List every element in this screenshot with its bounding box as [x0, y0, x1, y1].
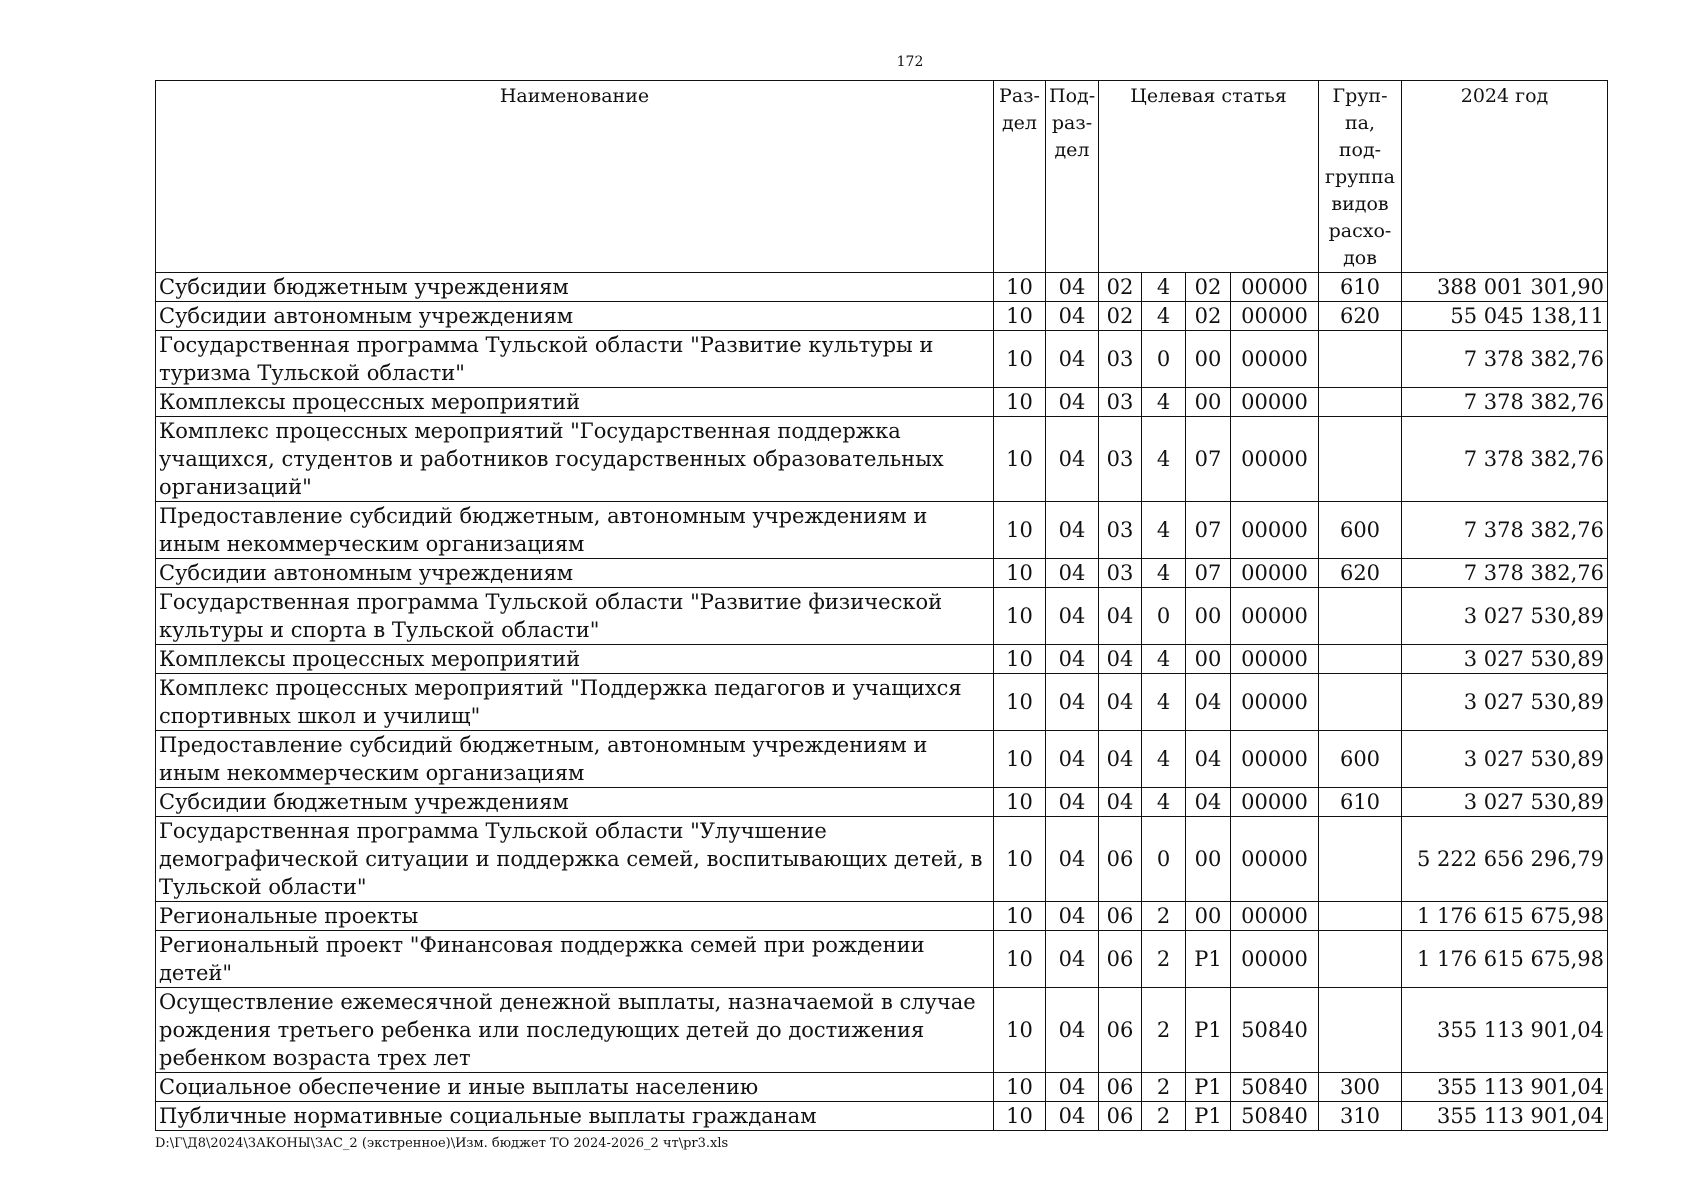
podrazdel-cell: 04 — [1046, 1102, 1099, 1131]
amount-cell: 1 176 615 675,98 — [1402, 902, 1608, 931]
expense-group-cell — [1319, 931, 1402, 988]
expense-group-cell: 310 — [1319, 1102, 1402, 1131]
target-program-cell: 06 — [1099, 1073, 1142, 1102]
name-cell: Субсидии автономным учреждениям — [156, 559, 994, 588]
target-type-cell: 4 — [1142, 273, 1186, 302]
razdel-cell: 10 — [994, 645, 1046, 674]
table-row — [156, 674, 1608, 731]
amount-cell: 7 378 382,76 — [1402, 502, 1608, 559]
amount-cell: 55 045 138,11 — [1402, 302, 1608, 331]
name-cell: Региональные проекты — [156, 902, 994, 931]
target-item-cell: 00 — [1186, 817, 1231, 902]
target-type-cell: 4 — [1142, 388, 1186, 417]
amount-cell: 3 027 530,89 — [1402, 731, 1608, 788]
header-gruppa-vidov-raskhodov: Груп- па, под- группа видов расхо- дов — [1319, 81, 1402, 273]
target-program-cell: 04 — [1099, 731, 1142, 788]
target-direction-cell: 50840 — [1231, 1073, 1319, 1102]
amount-cell: 355 113 901,04 — [1402, 1102, 1608, 1131]
target-type-cell: 2 — [1142, 1102, 1186, 1131]
razdel-cell: 10 — [994, 302, 1046, 331]
target-item-cell: 02 — [1186, 273, 1231, 302]
razdel-cell: 10 — [994, 988, 1046, 1073]
target-type-cell: 4 — [1142, 731, 1186, 788]
target-type-cell: 4 — [1142, 559, 1186, 588]
razdel-cell: 10 — [994, 588, 1046, 645]
target-program-cell: 06 — [1099, 988, 1142, 1073]
target-item-cell: 07 — [1186, 559, 1231, 588]
name-cell: Осуществление ежемесячной денежной выплаты, назначаемой в случае рождения третьего ребенка или последующих детей до достижения ребенком возраста трех лет — [156, 988, 994, 1073]
table-row — [156, 417, 1608, 502]
target-direction-cell: 50840 — [1231, 1102, 1319, 1131]
target-program-cell: 04 — [1099, 645, 1142, 674]
table-row — [156, 559, 1608, 588]
expense-group-cell — [1319, 988, 1402, 1073]
amount-cell: 7 378 382,76 — [1402, 417, 1608, 502]
podrazdel-cell: 04 — [1046, 931, 1099, 988]
table-row — [156, 645, 1608, 674]
amount-cell: 7 378 382,76 — [1402, 559, 1608, 588]
target-item-cell: 00 — [1186, 645, 1231, 674]
expense-group-cell: 300 — [1319, 1073, 1402, 1102]
table-row — [156, 988, 1608, 1073]
razdel-cell: 10 — [994, 559, 1046, 588]
name-cell: Публичные нормативные социальные выплаты гражданам — [156, 1102, 994, 1131]
razdel-cell: 10 — [994, 1102, 1046, 1131]
header-podrazdel: Под- раз- дел — [1046, 81, 1099, 273]
table-row — [156, 731, 1608, 788]
podrazdel-cell: 04 — [1046, 1073, 1099, 1102]
target-program-cell: 06 — [1099, 817, 1142, 902]
razdel-cell: 10 — [994, 902, 1046, 931]
podrazdel-cell: 04 — [1046, 817, 1099, 902]
header-name: Наименование — [156, 81, 994, 273]
target-program-cell: 04 — [1099, 788, 1142, 817]
target-type-cell: 4 — [1142, 417, 1186, 502]
target-program-cell: 03 — [1099, 559, 1142, 588]
header-year: 2024 год — [1402, 81, 1608, 273]
target-direction-cell: 50840 — [1231, 988, 1319, 1073]
expense-group-cell — [1319, 417, 1402, 502]
name-cell: Субсидии бюджетным учреждениям — [156, 273, 994, 302]
target-direction-cell: 00000 — [1231, 502, 1319, 559]
name-cell: Комплекс процессных мероприятий "Государственная поддержка учащихся, студентов и работников государственных образовательных организаций" — [156, 417, 994, 502]
target-item-cell: 04 — [1186, 788, 1231, 817]
target-item-cell: 02 — [1186, 302, 1231, 331]
amount-cell: 3 027 530,89 — [1402, 588, 1608, 645]
table-row — [156, 817, 1608, 902]
razdel-cell: 10 — [994, 1073, 1046, 1102]
table-row — [156, 502, 1608, 559]
expense-group-cell: 600 — [1319, 731, 1402, 788]
table-row — [156, 788, 1608, 817]
target-program-cell: 03 — [1099, 502, 1142, 559]
target-direction-cell: 00000 — [1231, 273, 1319, 302]
name-cell: Комплекс процессных мероприятий "Поддержка педагогов и учащихся спортивных школ и училищ" — [156, 674, 994, 731]
target-type-cell: 2 — [1142, 931, 1186, 988]
table-row — [156, 302, 1608, 331]
table-header-row — [156, 81, 1608, 273]
target-type-cell: 2 — [1142, 988, 1186, 1073]
podrazdel-cell: 04 — [1046, 417, 1099, 502]
target-direction-cell: 00000 — [1231, 588, 1319, 645]
target-direction-cell: 00000 — [1231, 388, 1319, 417]
expense-group-cell: 620 — [1319, 559, 1402, 588]
target-item-cell: P1 — [1186, 1102, 1231, 1131]
expense-group-cell — [1319, 817, 1402, 902]
target-type-cell: 4 — [1142, 502, 1186, 559]
target-program-cell: 03 — [1099, 331, 1142, 388]
target-type-cell: 0 — [1142, 817, 1186, 902]
amount-cell: 7 378 382,76 — [1402, 388, 1608, 417]
podrazdel-cell: 04 — [1046, 302, 1099, 331]
razdel-cell: 10 — [994, 502, 1046, 559]
name-cell: Субсидии бюджетным учреждениям — [156, 788, 994, 817]
name-cell: Государственная программа Тульской области "Развитие культуры и туризма Тульской области" — [156, 331, 994, 388]
podrazdel-cell: 04 — [1046, 902, 1099, 931]
name-cell: Предоставление субсидий бюджетным, автономным учреждениям и иным некоммерческим организациям — [156, 502, 994, 559]
podrazdel-cell: 04 — [1046, 674, 1099, 731]
table-body — [156, 273, 1608, 1131]
razdel-cell: 10 — [994, 273, 1046, 302]
table-row — [156, 588, 1608, 645]
target-item-cell: 00 — [1186, 902, 1231, 931]
target-direction-cell: 00000 — [1231, 302, 1319, 331]
expense-group-cell — [1319, 645, 1402, 674]
table-row — [156, 902, 1608, 931]
target-program-cell: 04 — [1099, 674, 1142, 731]
amount-cell: 7 378 382,76 — [1402, 331, 1608, 388]
podrazdel-cell: 04 — [1046, 645, 1099, 674]
podrazdel-cell: 04 — [1046, 988, 1099, 1073]
target-direction-cell: 00000 — [1231, 902, 1319, 931]
target-item-cell: P1 — [1186, 988, 1231, 1073]
razdel-cell: 10 — [994, 674, 1046, 731]
target-item-cell: 00 — [1186, 331, 1231, 388]
amount-cell: 3 027 530,89 — [1402, 674, 1608, 731]
target-type-cell: 2 — [1142, 1073, 1186, 1102]
name-cell: Предоставление субсидий бюджетным, автономным учреждениям и иным некоммерческим организациям — [156, 731, 994, 788]
target-program-cell: 06 — [1099, 931, 1142, 988]
target-type-cell: 4 — [1142, 302, 1186, 331]
table-row — [156, 1102, 1608, 1131]
expense-group-cell — [1319, 902, 1402, 931]
table-row — [156, 388, 1608, 417]
name-cell: Социальное обеспечение и иные выплаты населению — [156, 1073, 994, 1102]
razdel-cell: 10 — [994, 788, 1046, 817]
expense-group-cell — [1319, 588, 1402, 645]
target-direction-cell: 00000 — [1231, 559, 1319, 588]
target-program-cell: 02 — [1099, 273, 1142, 302]
name-cell: Государственная программа Тульской области "Улучшение демографической ситуации и поддержка семей, воспитывающих детей, в Тульской области" — [156, 817, 994, 902]
table-row — [156, 331, 1608, 388]
footer-file-path: D:\Г\Д8\2024\ЗАКОНЫ\ЗАС_2 (экстренное)\Изм. бюджет ТО 2024-2026_2 чт\pr3.xls — [155, 1136, 729, 1151]
target-item-cell: P1 — [1186, 1073, 1231, 1102]
target-program-cell: 02 — [1099, 302, 1142, 331]
razdel-cell: 10 — [994, 731, 1046, 788]
podrazdel-cell: 04 — [1046, 502, 1099, 559]
target-direction-cell: 00000 — [1231, 731, 1319, 788]
table-row — [156, 1073, 1608, 1102]
table-row — [156, 931, 1608, 988]
target-program-cell: 06 — [1099, 1102, 1142, 1131]
target-direction-cell: 00000 — [1231, 931, 1319, 988]
expense-group-cell — [1319, 331, 1402, 388]
expense-group-cell: 600 — [1319, 502, 1402, 559]
budget-table — [155, 80, 1608, 1131]
expense-group-cell — [1319, 388, 1402, 417]
amount-cell: 388 001 301,90 — [1402, 273, 1608, 302]
podrazdel-cell: 04 — [1046, 588, 1099, 645]
target-type-cell: 4 — [1142, 788, 1186, 817]
target-type-cell: 0 — [1142, 331, 1186, 388]
target-direction-cell: 00000 — [1231, 788, 1319, 817]
name-cell: Государственная программа Тульской области "Развитие физической культуры и спорта в Тульской области" — [156, 588, 994, 645]
target-item-cell: 07 — [1186, 502, 1231, 559]
target-item-cell: 07 — [1186, 417, 1231, 502]
target-type-cell: 2 — [1142, 902, 1186, 931]
amount-cell: 355 113 901,04 — [1402, 988, 1608, 1073]
target-program-cell: 04 — [1099, 588, 1142, 645]
header-razdel: Раз- дел — [994, 81, 1046, 273]
target-direction-cell: 00000 — [1231, 674, 1319, 731]
target-type-cell: 4 — [1142, 674, 1186, 731]
amount-cell: 3 027 530,89 — [1402, 788, 1608, 817]
table-row — [156, 273, 1608, 302]
razdel-cell: 10 — [994, 931, 1046, 988]
podrazdel-cell: 04 — [1046, 731, 1099, 788]
target-direction-cell: 00000 — [1231, 817, 1319, 902]
razdel-cell: 10 — [994, 817, 1046, 902]
razdel-cell: 10 — [994, 331, 1046, 388]
target-program-cell: 06 — [1099, 902, 1142, 931]
page-number: 172 — [896, 54, 924, 70]
name-cell: Субсидии автономным учреждениям — [156, 302, 994, 331]
target-item-cell: 04 — [1186, 731, 1231, 788]
name-cell: Региональный проект "Финансовая поддержка семей при рождении детей" — [156, 931, 994, 988]
podrazdel-cell: 04 — [1046, 331, 1099, 388]
razdel-cell: 10 — [994, 388, 1046, 417]
expense-group-cell: 620 — [1319, 302, 1402, 331]
name-cell: Комплексы процессных мероприятий — [156, 388, 994, 417]
amount-cell: 1 176 615 675,98 — [1402, 931, 1608, 988]
amount-cell: 5 222 656 296,79 — [1402, 817, 1608, 902]
target-item-cell: 00 — [1186, 388, 1231, 417]
target-program-cell: 03 — [1099, 417, 1142, 502]
target-type-cell: 0 — [1142, 588, 1186, 645]
expense-group-cell: 610 — [1319, 273, 1402, 302]
header-tselevaya-statya: Целевая статья — [1099, 81, 1319, 273]
target-direction-cell: 00000 — [1231, 417, 1319, 502]
target-program-cell: 03 — [1099, 388, 1142, 417]
target-direction-cell: 00000 — [1231, 645, 1319, 674]
target-item-cell: 04 — [1186, 674, 1231, 731]
razdel-cell: 10 — [994, 417, 1046, 502]
podrazdel-cell: 04 — [1046, 273, 1099, 302]
name-cell: Комплексы процессных мероприятий — [156, 645, 994, 674]
podrazdel-cell: 04 — [1046, 559, 1099, 588]
podrazdel-cell: 04 — [1046, 788, 1099, 817]
target-direction-cell: 00000 — [1231, 331, 1319, 388]
expense-group-cell — [1319, 674, 1402, 731]
podrazdel-cell: 04 — [1046, 388, 1099, 417]
expense-group-cell: 610 — [1319, 788, 1402, 817]
amount-cell: 355 113 901,04 — [1402, 1073, 1608, 1102]
target-item-cell: 00 — [1186, 588, 1231, 645]
target-item-cell: P1 — [1186, 931, 1231, 988]
target-type-cell: 4 — [1142, 645, 1186, 674]
amount-cell: 3 027 530,89 — [1402, 645, 1608, 674]
